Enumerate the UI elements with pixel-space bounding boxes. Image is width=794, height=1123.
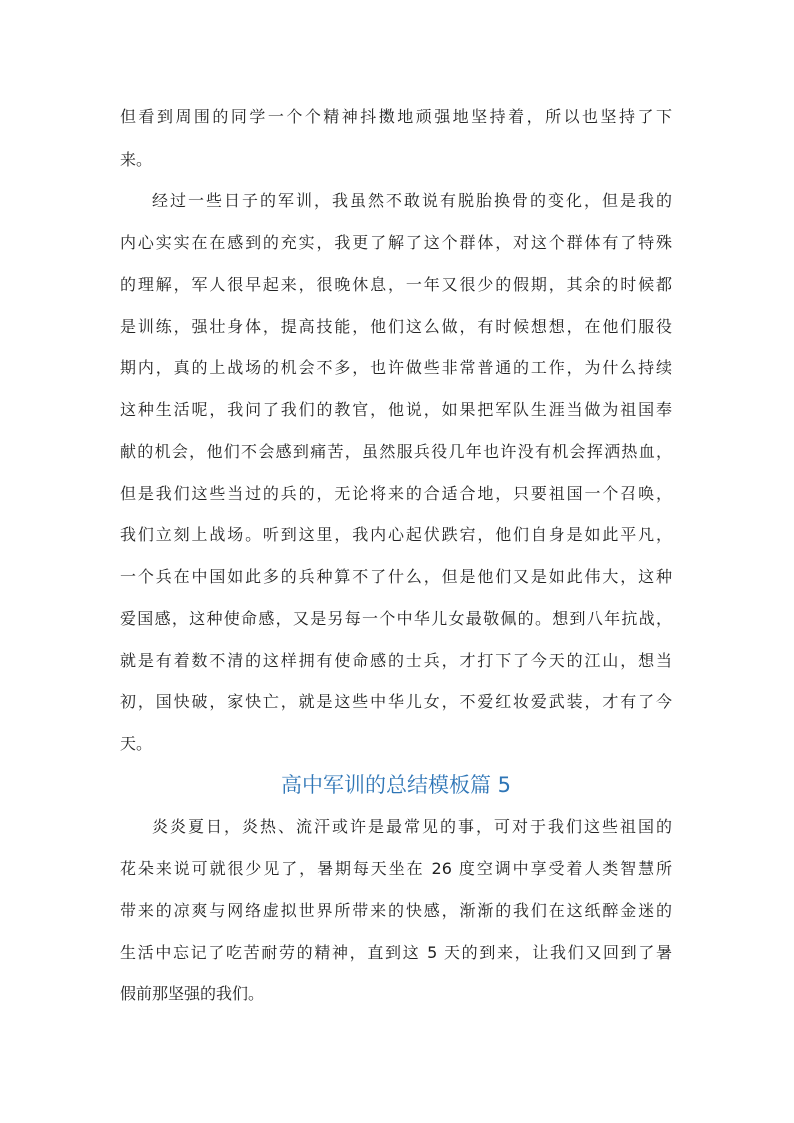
text-line: 就是有着数不清的这样拥有使命感的士兵，才打下了今天的江山，想当: [120, 651, 672, 670]
text-line: 但看到周围的同学一个个精神抖擞地顽强地坚持着，所以也坚持了下: [120, 107, 672, 126]
text-line: 但是我们这些当过的兵的，无论将来的合适合地，只要祖国一个召唤，: [120, 484, 672, 503]
text-line: 经过一些日子的军训，我虽然不敢说有脱胎换骨的变化，但是我的: [152, 191, 672, 210]
text-line: 献的机会，他们不会感到痛苦，虽然服兵役几年也许没有机会挥洒热血，: [120, 442, 672, 461]
text-line: 来。: [120, 150, 153, 169]
text-line: 内心实实在在感到的充实，我更了解了这个群体，对这个群体有了特殊: [120, 233, 672, 252]
text-line: 这种生活呢，我问了我们的教官，他说，如果把军队生涯当做为祖国奉: [120, 400, 672, 419]
text-line: 假前那坚强的我们。: [120, 984, 265, 1003]
text-line: 一个兵在中国如此多的兵种算不了什么，但是他们又是如此伟大，这种: [120, 567, 672, 586]
text-line: 花朵来说可就很少见了，暑期每天坐在 26 度空调中享受着人类智慧所: [120, 859, 672, 878]
text-line: 的理解，军人很早起来，很晚休息，一年又很少的假期，其余的时候都: [120, 275, 672, 294]
text-line: 天。: [120, 734, 153, 753]
text-line: 初，国快破，家快亡，就是这些中华儿女，不爱红妆爱武装，才有了今: [120, 692, 672, 711]
text-line: 炎炎夏日，炎热、流汗或许是最常见的事，可对于我们这些祖国的: [152, 817, 672, 836]
text-line: 是训练，强壮身体，提高技能，他们这么做，有时候想想，在他们服役: [120, 317, 672, 336]
text-line: 生活中忘记了吃苦耐劳的精神，直到这 5 天的到来，让我们又回到了暑: [120, 943, 672, 962]
text-line: 我们立刻上战场。听到这里，我内心起伏跌宕，他们自身是如此平凡，: [120, 525, 672, 544]
text-line: 期内，真的上战场的机会不多，也许做些非常普通的工作，为什么持续: [120, 358, 672, 377]
text-line: 爱国感，这种使命感，又是另每一个中华儿女最敬佩的。想到八年抗战，: [120, 609, 672, 628]
text-line: 带来的凉爽与网络虚拟世界所带来的快感，渐渐的我们在这纸醉金迷的: [120, 901, 672, 920]
section-heading: 高中军训的总结模板篇 5: [280, 773, 512, 797]
